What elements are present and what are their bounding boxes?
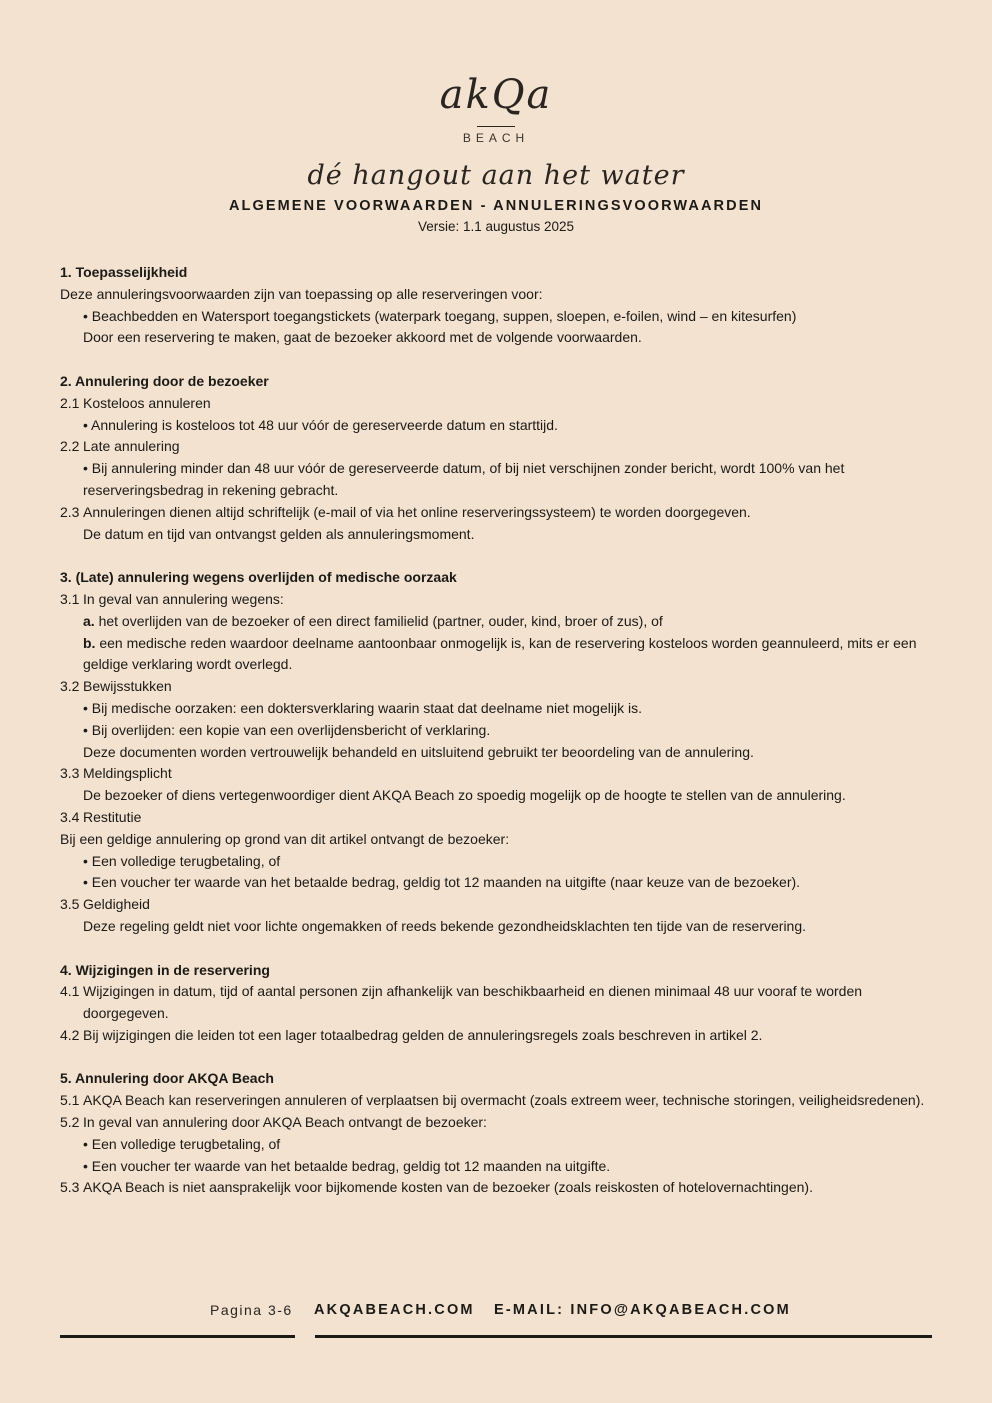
clause-number: 3.1 <box>60 590 80 607</box>
clause-text: In geval van annulering door AKQA Beach ontvangt de bezoeker: <box>83 1114 487 1131</box>
page-number: Pagina 3-6 <box>210 1302 293 1318</box>
document-version: Versie: 1.1 augustus 2025 <box>417 219 575 234</box>
clause-number: 5.1 <box>60 1092 80 1109</box>
clause <box>60 763 930 785</box>
clause-text: In geval van annulering wegens: <box>83 590 284 607</box>
clause-text: Bij wijzigingen die leiden tot een lager totaalbedrag gelden de annuleringsregels zoals beschreven in artikel 2. <box>83 1026 763 1043</box>
clause <box>60 1090 930 1112</box>
logo-subtitle: BEACH <box>462 131 530 145</box>
paragraph: Deze annuleringsvoorwaarden zijn van toepassing op alle reserveringen voor: <box>60 285 543 302</box>
document-title: ALGEMENE VOORWAARDEN - ANNULERINGSVOORWAARDEN <box>228 198 764 214</box>
clause-text: AKQA Beach is niet aansprakelijk voor bijkomende kosten van de bezoeker (zoals reiskosten of hotelovernachtingen). <box>83 1179 813 1196</box>
section-heading: 3. (Late) annulering wegens overlijden of medische oorzaak <box>60 569 457 586</box>
clause <box>60 1112 930 1134</box>
paragraph: Deze documenten worden vertrouwelijk behandeld en uitsluitend gebruikt ter beoordeling van de annulering. <box>83 743 754 760</box>
clause-number: 5.3 <box>60 1179 80 1196</box>
clause <box>60 894 930 916</box>
tagline: dé hangout aan het water <box>307 160 685 191</box>
clause <box>60 589 930 611</box>
bullet-item: • Een voucher ter waarde van het betaalde bedrag, geldig tot 12 maanden na uitgifte. <box>83 1157 611 1174</box>
clause-number: 3.4 <box>60 808 80 825</box>
clause <box>60 676 930 698</box>
clause-text: Annuleringen dienen altijd schriftelijk (e-mail of via het online reserveringssysteem) te worden doorgegeven. <box>83 503 751 520</box>
clause <box>60 807 930 829</box>
clause <box>60 981 930 1025</box>
clause-label: Kosteloos annuleren <box>83 394 211 411</box>
bullet-item: • Een volledige terugbetaling, of <box>83 1135 281 1152</box>
paragraph: Deze regeling geldt niet voor lichte ongemakken of reeds bekende gezondheidsklachten ten tijde van de reservering. <box>83 917 807 934</box>
clause-text: Wijzigingen in datum, tijd of aantal personen zijn afhankelijk van beschikbaarheid en dienen minimaal 48 uur vooraf te worden doorgegeven. <box>83 983 863 1022</box>
clause-number: 3.3 <box>60 765 80 782</box>
clause <box>60 1025 930 1047</box>
item-text: het overlijden van de bezoeker of een direct familielid (partner, ouder, kind, broer of zus), of <box>98 612 663 629</box>
bullet-item: • Een voucher ter waarde van het betaalde bedrag, geldig tot 12 maanden na uitgifte (naar keuze van de bezoeker). <box>83 874 801 891</box>
section-heading: 4. Wijzigingen in de reservering <box>60 961 270 978</box>
clause-label: Bewijsstukken <box>83 678 172 695</box>
clause <box>60 436 930 458</box>
paragraph: De datum en tijd van ontvangst gelden als annuleringsmoment. <box>83 525 475 542</box>
footer-divider <box>315 1335 932 1338</box>
email-link[interactable]: E-MAIL: INFO@AKQABEACH.COM <box>494 1302 791 1318</box>
item-letter: b. <box>83 634 96 651</box>
clause-label: Restitutie <box>83 808 142 825</box>
clause-number: 3.5 <box>60 896 80 913</box>
clause-label: Late annulering <box>83 438 180 455</box>
clause-number: 2.2 <box>60 438 80 455</box>
list-item <box>60 611 930 633</box>
clause-number: 2.1 <box>60 394 80 411</box>
section-heading: 2. Annulering door de bezoeker <box>60 372 269 389</box>
website-link[interactable]: AKQABEACH.COM <box>314 1302 475 1318</box>
logo-divider <box>477 126 515 127</box>
paragraph: Bij een geldige annulering op grond van dit artikel ontvangt de bezoeker: <box>60 830 510 847</box>
clause <box>60 1177 930 1199</box>
clause-label: Meldingsplicht <box>83 765 172 782</box>
document-body <box>60 262 930 1199</box>
paragraph: De bezoeker of diens vertegenwoordiger dient AKQA Beach zo spoedig mogelijk op de hoogte te stellen van de annulering. <box>83 787 846 804</box>
bullet-item: • Bij medische oorzaken: een doktersverklaring waarin staat dat deelname niet mogelijk is. <box>83 699 642 716</box>
bullet-item: • Bij annulering minder dan 48 uur vóór de gereserveerde datum, of bij niet verschijnen zonder bericht, wordt 100% van het reserveringsbedrag in rekening gebracht. <box>83 460 845 498</box>
section-heading: 1. Toepasselijkheid <box>60 264 188 280</box>
clause-label: Geldigheid <box>83 896 150 913</box>
bullet-item: • Beachbedden en Watersport toegangstickets (waterpark toegang, suppen, sloepen, e-foilen, wind – en kitesurfen) <box>83 307 797 324</box>
item-letter: a. <box>83 612 95 629</box>
clause-number: 4.1 <box>60 983 80 1000</box>
section-heading: 5. Annulering door AKQA Beach <box>60 1070 274 1087</box>
clause-number: 3.2 <box>60 678 80 695</box>
logo-wordmark: akQa <box>439 72 553 118</box>
paragraph: Door een reservering te maken, gaat de bezoeker akkoord met de volgende voorwaarden. <box>83 329 642 346</box>
clause-number: 4.2 <box>60 1026 80 1043</box>
item-text: een medische reden waardoor deelname aantoonbaar onmogelijk is, kan de reservering kosteloos worden geannuleerd, mits er een geldige verklaring wordt overlegd. <box>83 634 917 673</box>
clause <box>60 502 930 524</box>
clause-text: AKQA Beach kan reserveringen annuleren of verplaatsen bij overmacht (zoals extreem weer, technische storingen, veiligheidsredenen). <box>83 1092 925 1109</box>
clause <box>60 393 930 415</box>
clause-number: 5.2 <box>60 1114 80 1131</box>
bullet-item: • Een volledige terugbetaling, of <box>83 852 281 869</box>
bullet-item: • Annulering is kosteloos tot 48 uur vóór de gereserveerde datum en starttijd. <box>83 416 558 433</box>
list-item <box>60 633 930 677</box>
bullet-item: • Bij overlijden: een kopie van een overlijdensbericht of verklaring. <box>83 721 491 738</box>
footer-divider <box>60 1335 295 1338</box>
brand-logo <box>0 70 992 145</box>
clause-number: 2.3 <box>60 503 80 520</box>
